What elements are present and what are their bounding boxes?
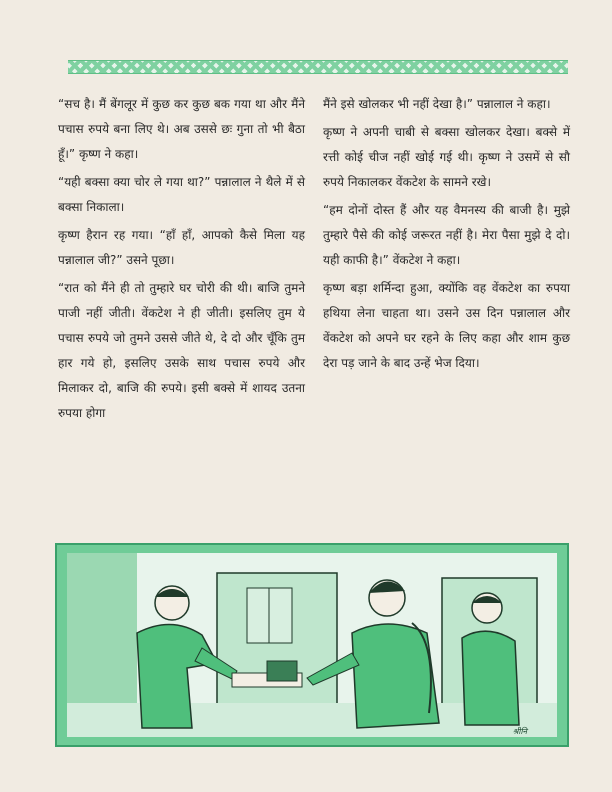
paragraph: कृष्ण ने अपनी चाबी से बक्सा खोलकर देखा। बक्से में रत्ती कोई चीज नहीं खोई गई थी। कृष्ण ने उसमें से सौ रुपये निकालकर वेंकटेश के सामने रखे। [323, 125, 570, 189]
paragraph: “हम दोनों दोस्त हैं और यह वैमनस्य की बाजी है। मुझे तुम्हारे पैसे की कोई जरूरत नहीं है। मेरा पैसा मुझे दे दो। यही काफी है।” वेंकटेश ने कहा। [323, 203, 570, 267]
illustration-art [67, 553, 557, 737]
text-columns [58, 92, 570, 532]
paragraph: “सच है। मैं बेंगलूर में कुछ कर कुछ बक गया था और मैंने पचास रुपये बना लिए थे। अब उससे छः गुना तो भी बैठा हूँ।” कृष्ण ने कहा। [58, 97, 305, 161]
story-illustration [55, 543, 569, 747]
column-right [323, 92, 570, 532]
paragraph: कृष्ण बड़ा शर्मिन्दा हुआ, क्योंकि वह वेंकटेश का रुपया हथिया लेना चाहता था। उसने उस दिन पन्नालाल और वेंकटेश को अपने घर रहने के लिए कहा और शाम कुछ देरा पड़ जाने के बाद उन्हें भेज दिया। [323, 281, 570, 370]
paragraph: “यही बक्सा क्या चोर ले गया था?” पन्नालाल ने थैले में से बक्सा निकाला। [58, 175, 305, 214]
paragraph: मैंने इसे खोलकर भी नहीं देखा है।” पन्नालाल ने कहा। [323, 97, 551, 111]
decorative-border [68, 60, 568, 74]
column-left [58, 92, 305, 532]
paragraph: “रात को मैंने ही तो तुम्हारे घर चोरी की थी। बाजि तुमने पाजी नहीं जीती। वेंकटेश ने ही जीती। इसलिए तुम ये पचास रुपये जो तुमने उससे जीते थे, दे दो और चूँकि तुम हार गये हो, इसलिए उसके साथ पचास रुपये और मिलाकर दो, बाजि की रुपये। इसी बक्से में शायद उतना रुपया होगा [58, 281, 305, 420]
paragraph: कृष्ण हैरान रह गया। “हाँ हाँ, आपको कैसे मिला यह पन्नालाल जी?” उसने पूछा। [58, 228, 305, 267]
artist-signature: श्रीनि [512, 727, 527, 736]
